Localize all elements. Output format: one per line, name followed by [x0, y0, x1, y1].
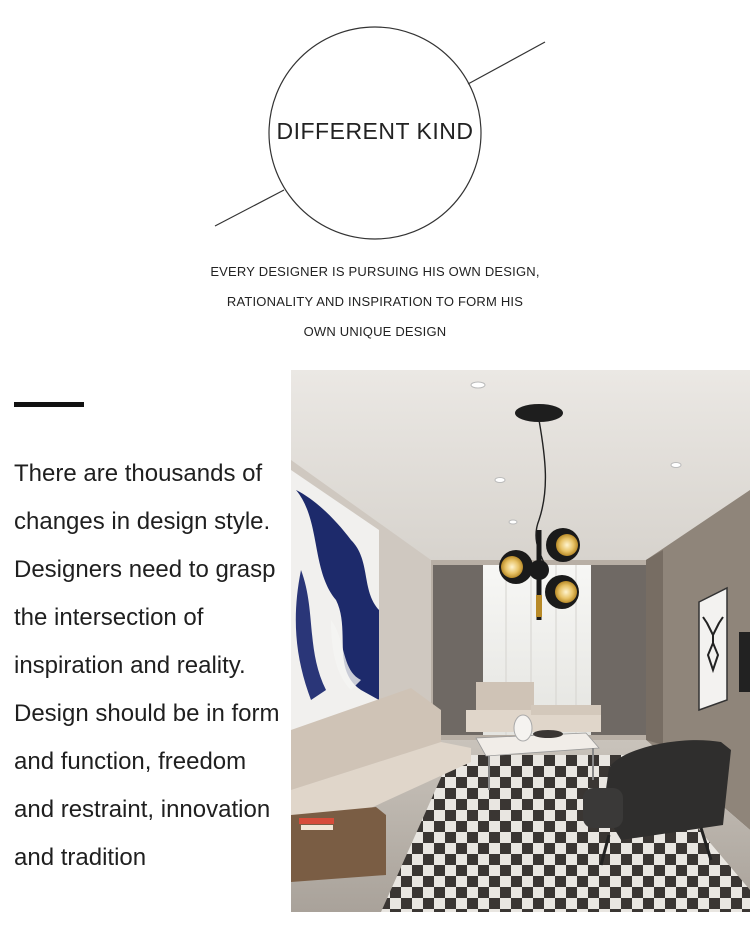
- vase: [514, 715, 532, 741]
- description-line: the intersection of: [14, 604, 204, 631]
- hero-title: DIFFERENT KIND: [276, 118, 474, 144]
- tagline-line-1: EVERY DESIGNER IS PURSUING HIS OWN DESIGN,: [210, 264, 540, 279]
- armchair-arm: [583, 788, 623, 828]
- hero-line-top-right: [468, 42, 545, 84]
- lamp-hub: [529, 560, 549, 580]
- tagline-line-2: RATIONALITY AND INSPIRATION TO FORM HIS: [226, 294, 524, 309]
- lamp-bulb: [555, 581, 577, 603]
- deer-artwork: [699, 588, 727, 710]
- bowl: [533, 730, 563, 738]
- description-line: Design should be in form: [14, 700, 280, 727]
- sofa-back-piece: [476, 682, 534, 712]
- hero-line-bottom-left: [215, 190, 284, 226]
- ceiling-spotlight: [671, 463, 681, 468]
- description-line: and restraint, innovation: [14, 796, 271, 823]
- tagline-line-3: OWN UNIQUE DESIGN: [303, 324, 447, 339]
- lamp-bulb: [501, 556, 523, 578]
- wall-tv: [739, 632, 750, 692]
- description-line: and tradition: [14, 844, 147, 871]
- description-line: inspiration and reality.: [14, 652, 246, 679]
- wall-panel: [646, 550, 663, 745]
- living-room-photo: [291, 370, 750, 912]
- living-room-illustration: [291, 370, 750, 912]
- description-line: There are thousands of: [14, 460, 263, 487]
- hero-section: [0, 0, 750, 360]
- lamp-brass-accent: [536, 595, 542, 617]
- description-line: Designers need to grasp: [14, 556, 276, 583]
- book-stack: [299, 818, 334, 824]
- section-divider: [14, 402, 84, 407]
- book-stack: [301, 825, 333, 830]
- ceiling-spotlight: [509, 520, 517, 524]
- description-line: changes in design style.: [14, 508, 271, 535]
- description-text: [14, 450, 294, 882]
- description-line: and function, freedom: [14, 748, 247, 775]
- curtain-left: [433, 565, 483, 735]
- lamp-bulb: [556, 534, 578, 556]
- lamp-canopy: [515, 404, 563, 422]
- ceiling-spotlight: [495, 478, 505, 483]
- sofa-chaise-top: [531, 705, 601, 715]
- ceiling-spotlight: [471, 382, 485, 388]
